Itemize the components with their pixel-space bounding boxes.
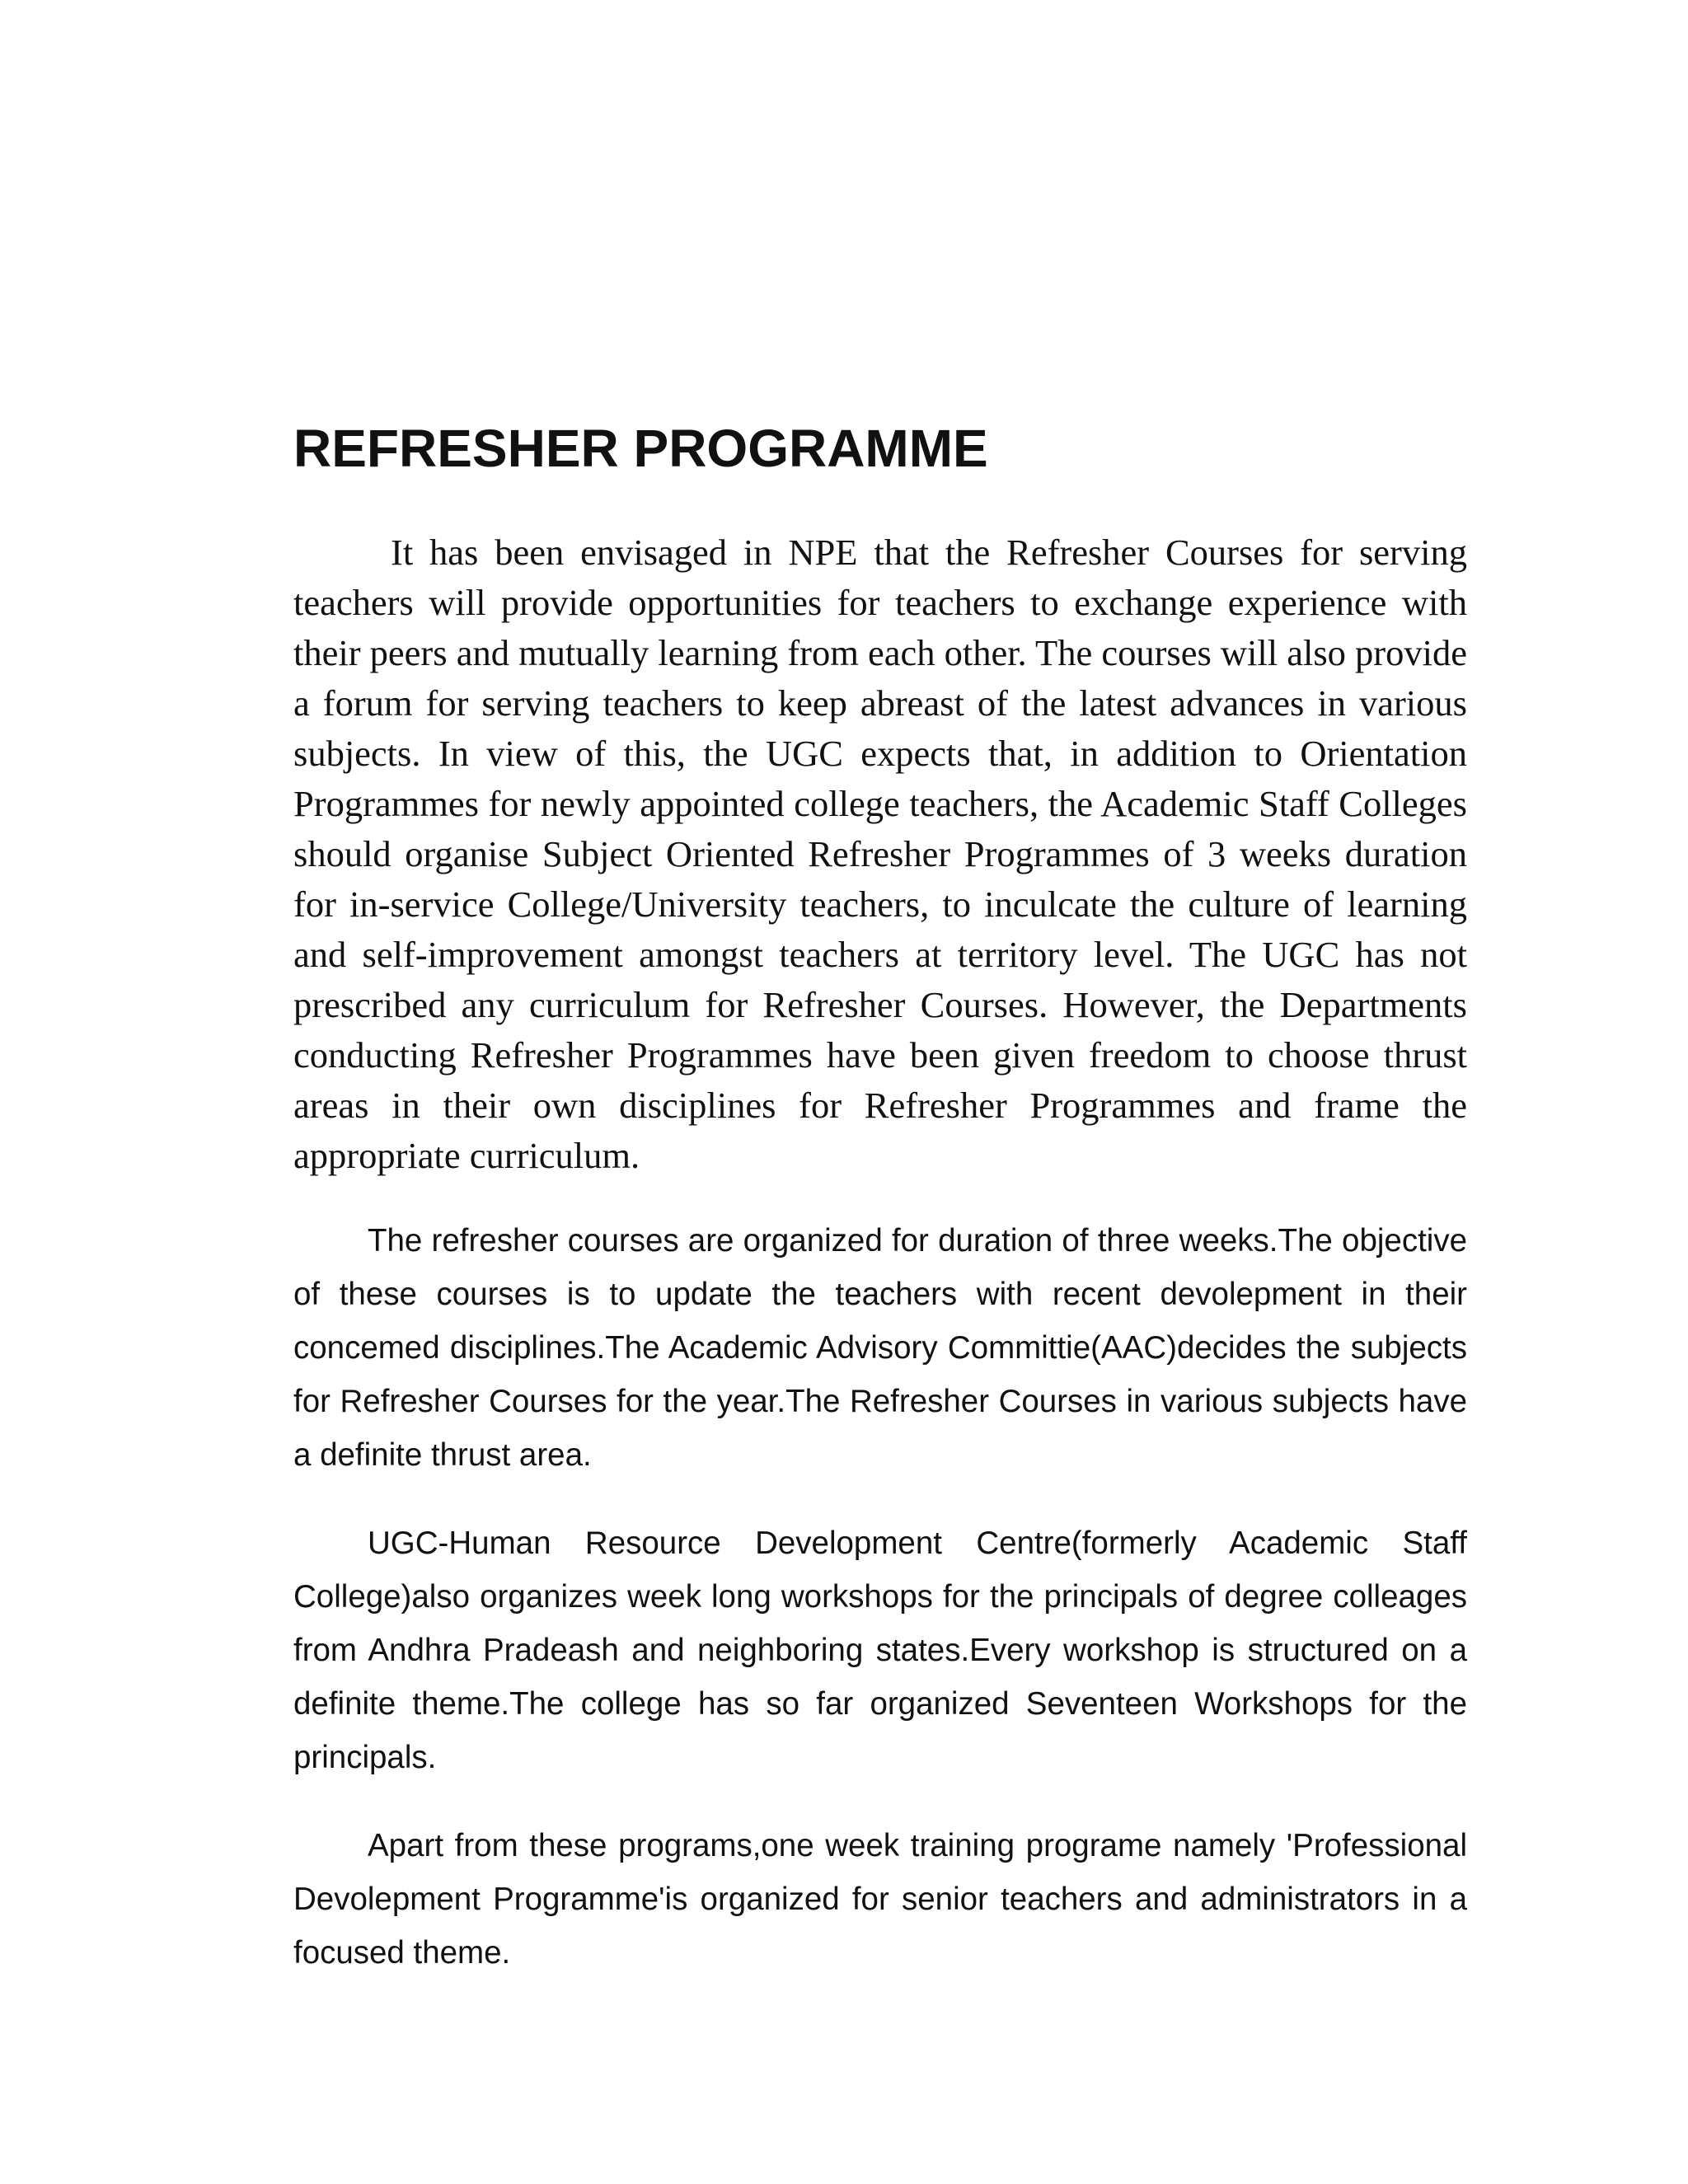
paragraph-npe-refresher-courses: It has been envisaged in NPE that the Refresher Courses for serving teachers will provide opportunities for teachers to exchange experience with their peers and mutually learning from each other. The courses will also provide a forum for serving teachers to keep abreast of the latest advances in various subjects. In view of this, the UGC expects that, in addition to Orientation Programmes for newly appointed college teachers, the Academic Staff Colleges should organise Subject Oriented Refresher Programmes of 3 weeks duration for in-service College/University teachers, to inculcate the culture of learning and self-improvement amongst teachers at territory level. The UGC has not prescribed any curriculum for Refresher Courses. However, the Departments conducting Refresher Programmes have been given freedom to choose thrust areas in their own disciplines for Refresher Programmes and frame the appropriate curriculum. (293, 532, 1467, 1176)
paragraph-professional-development: Apart from these programs,one week training programe namely 'Professional Devolepment Programme'is organized for senior teachers and administrators in a focused theme. (293, 1828, 1467, 1971)
document-page (293, 412, 1467, 2014)
page-title: REFRESHER PROGRAMME (293, 419, 988, 478)
paragraph-three-week-courses: The refresher courses are organized for duration of three weeks.The objective of these courses is to update the teachers with recent devolepment in their concemed disciplines.The Academic Advisory Committie(AAC)decides the subjects for Refresher Courses for the year.The Refresher Courses in various subjects have a definite thrust area. (293, 1223, 1467, 1473)
paragraph-principal-workshops: UGC-Human Resource Development Centre(formerly Academic Staff College)also organizes week long workshops for the principals of degree colleages from Andhra Pradeash and neighboring states.Every workshop is structured on a definite theme.The college has so far organized Seventeen Workshops for the principals. (293, 1526, 1467, 1775)
